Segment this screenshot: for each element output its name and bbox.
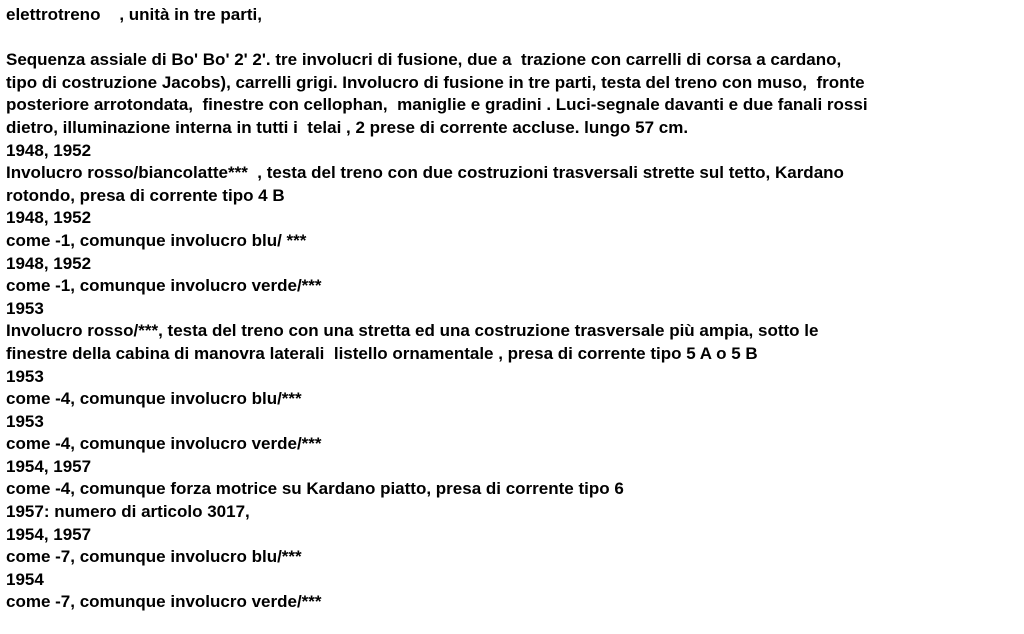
variant-description-line: come -4, comunque involucro verde/*** [6, 434, 322, 454]
document-body [6, 4, 1016, 614]
variant-list [6, 140, 1016, 614]
variant-description-line: come -4, comunque forza motrice su Kardano piatto, presa di corrente tipo 6 [6, 479, 624, 499]
description-line: posteriore arrotondata, finestre con cellophan, maniglie e gradini . Luci-segnale davanti e due fanali rossi [6, 95, 868, 115]
year-line: 1953 [6, 411, 44, 431]
year-line: 1948, 1952 [6, 208, 92, 228]
year-line: 1948, 1952 [6, 140, 92, 160]
description-line: dietro, illuminazione interna in tutti i telai , 2 prese di corrente accluse. lungo 57 cm. [6, 117, 689, 137]
variant-description-line: come -4, comunque involucro blu/*** [6, 389, 302, 409]
variant-description-line: come -7, comunque involucro verde/*** [6, 592, 322, 612]
description-line: Sequenza assiale di Bo' Bo' 2' 2'. tre involucri di fusione, due a trazione con carrelli di corsa a cardano, [6, 50, 842, 70]
blank-spacer [6, 27, 1016, 50]
variant-description-line: Involucro rosso/biancolatte*** , testa del treno con due costruzioni trasversali strette sul tetto, Kardano [6, 163, 844, 183]
document-title: elettrotreno , unità in tre parti, [6, 5, 262, 24]
variant-description-line: Involucro rosso/***, testa del treno con una stretta ed una costruzione trasversale più ampia, sotto le [6, 321, 819, 341]
year-line: 1954, 1957 [6, 524, 92, 544]
year-line: 1948, 1952 [6, 253, 92, 273]
year-line: 1953 [6, 298, 44, 318]
variant-description-line: come -1, comunque involucro verde/*** [6, 276, 322, 296]
year-line: 1954 [6, 569, 44, 589]
variant-description-line: come -7, comunque involucro blu/*** [6, 547, 302, 567]
variant-description-line: finestre della cabina di manovra laterali listello ornamentale , presa di corrente tipo 5 A o 5 B [6, 343, 758, 363]
description-paragraph [6, 49, 1016, 139]
year-line: 1953 [6, 366, 44, 386]
variant-description-line: rotondo, presa di corrente tipo 4 B [6, 185, 285, 205]
article-number-line: 1957: numero di articolo 3017, [6, 502, 250, 522]
description-line: tipo di costruzione Jacobs), carrelli grigi. Involucro di fusione in tre parti, testa del treno con muso, fronte [6, 72, 865, 92]
year-line: 1954, 1957 [6, 456, 92, 476]
variant-description-line: come -1, comunque involucro blu/ *** [6, 230, 307, 250]
